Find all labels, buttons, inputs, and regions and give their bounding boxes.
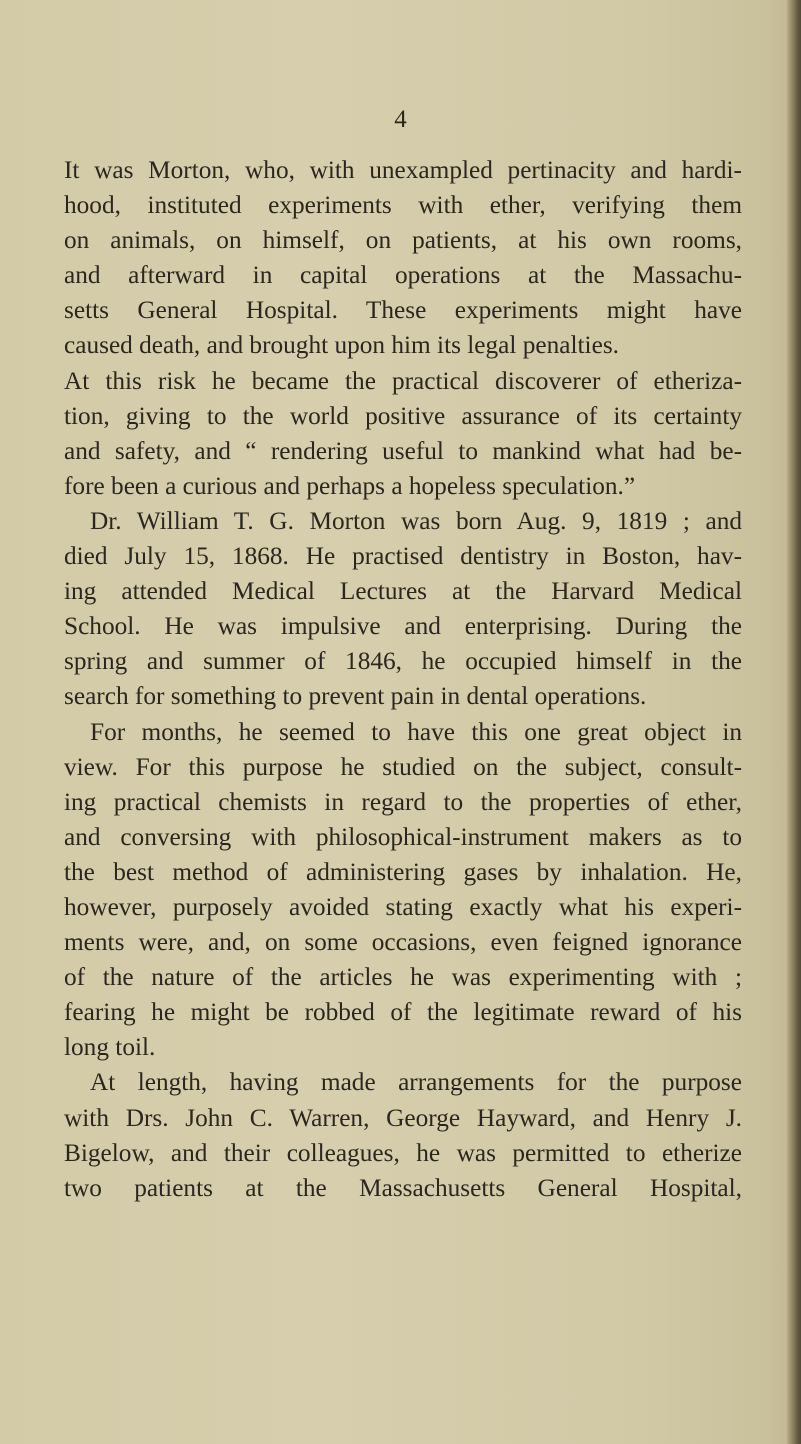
text-line: setts General Hospital. These experiments might have [64,296,742,325]
text-line: however, purposely avoided stating exactly what his experi- [64,892,742,921]
text-line: two patients at the Massachusetts General Hospital, [64,1173,742,1202]
text-line: hood, instituted experiments with ether, verifying them [64,191,742,220]
text-line: and conversing with philosophical-instrument makers as to [64,822,742,851]
text-line: tion, giving to the world positive assurance of its certainty [64,401,742,430]
text-line: ments were, and, on some occasions, even feigned ignorance [64,928,742,957]
text-line: died July 15, 1868. He practised dentistry in Boston, hav- [64,542,742,571]
text-line: the best method of administering gases by inhalation. He, [64,857,742,886]
text-line: long toil. [64,1033,156,1062]
text-line: Bigelow, and their colleagues, he was permitted to etherize [64,1138,742,1167]
text-line: and safety, and “ rendering useful to mankind what had be- [64,436,742,465]
text-line: School. He was impulsive and enterprising. During the [64,612,742,641]
text-line: It was Morton, who, with unexampled pertinacity and hardi- [64,156,742,184]
page-edge-shadow [787,0,801,1444]
text-line: At length, having made arrangements for the purpose [90,1068,742,1097]
text-line: fearing he might be robbed of the legitimate reward of his [64,998,742,1027]
text-line: Dr. William T. G. Morton was born Aug. 9, 1819 ; and [90,506,742,535]
page-number: 4 [394,106,407,133]
text-line: search for something to prevent pain in dental operations. [64,682,647,711]
text-line: ing practical chemists in regard to the properties of ether, [64,787,742,816]
text-line: For months, he seemed to have this one great object in [90,717,742,746]
text-line: ing attended Medical Lectures at the Harvard Medical [64,577,742,606]
text-line: fore been a curious and perhaps a hopeless speculation.” [64,471,636,500]
text-line: with Drs. John C. Warren, George Hayward, and Henry J. [64,1103,742,1132]
body-text [64,153,742,1206]
text-line: At this risk he became the practical discoverer of etheriza- [64,366,742,395]
text-line: and afterward in capital operations at the Massachu- [64,261,742,290]
text-line: caused death, and brought upon him its legal penalties. [64,331,619,360]
text-line: view. For this purpose he studied on the subject, consult- [64,752,742,781]
text-line: spring and summer of 1846, he occupied himself in the [64,647,742,676]
text-line: on animals, on himself, on patients, at his own rooms, [64,226,742,255]
text-line: of the nature of the articles he was experimenting with ; [64,963,742,992]
